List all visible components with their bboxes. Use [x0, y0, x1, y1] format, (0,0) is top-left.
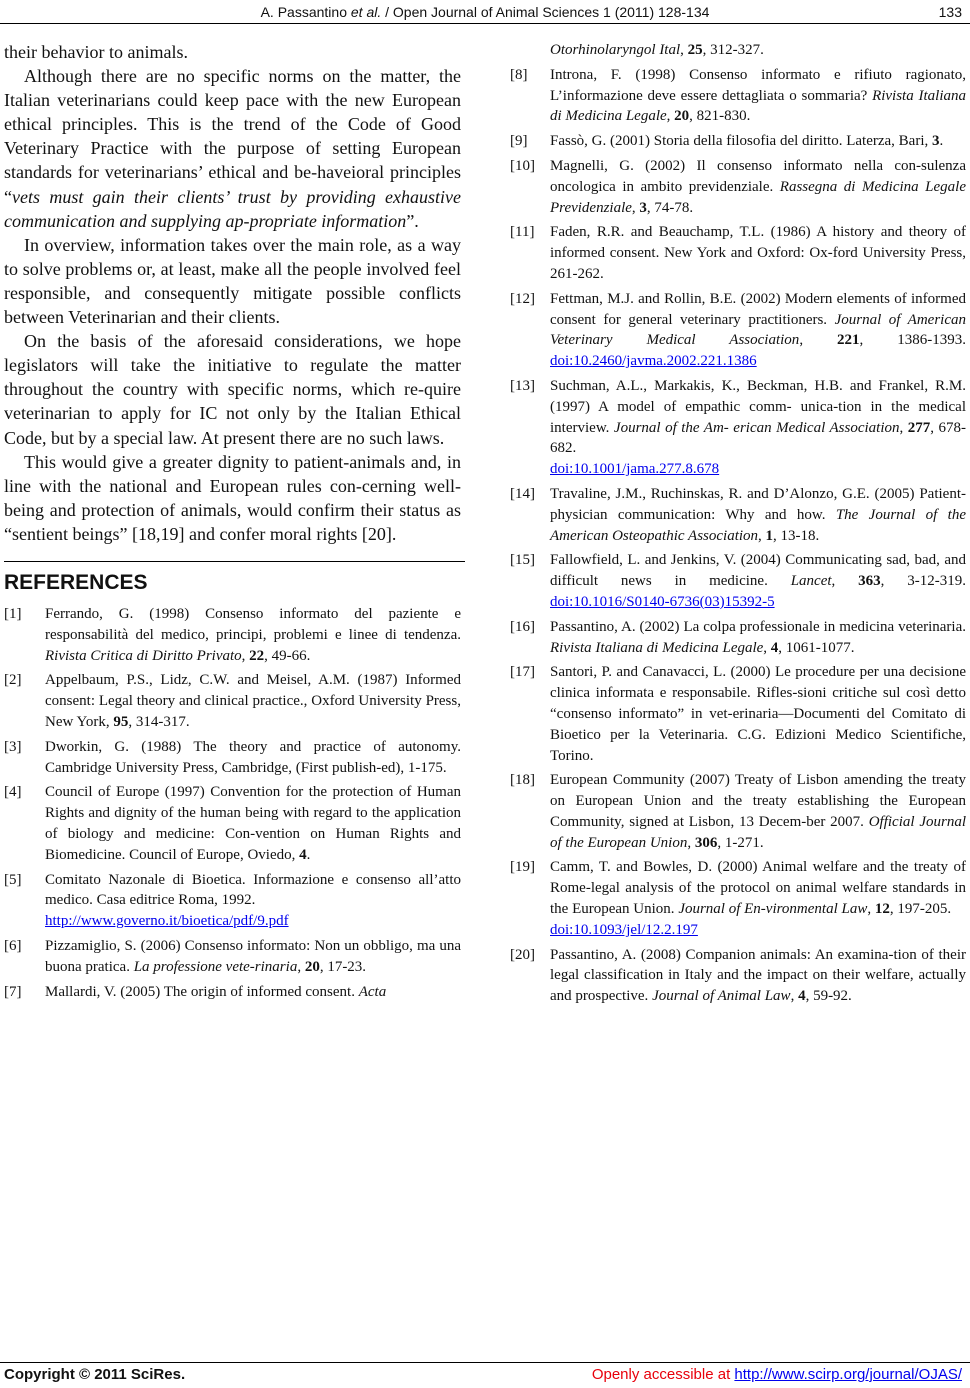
ref-text: European Community (2007) Treaty of Lisbon amending the treaty on European Union and the treaty establishing the European Community, signed at Lisbon, 13 Decem-ber 2007. — [550, 772, 966, 830]
ref-journal: Acta — [358, 983, 387, 1000]
ref-number: [7] — [4, 983, 22, 1000]
ref-volume: 4 — [798, 988, 806, 1005]
ref-number: [10] — [510, 157, 535, 174]
reference-19 — [510, 857, 966, 940]
ref-text: Suchman, A.L., Markakis, K., Beckman, H.B. and Frankel, R.M. (1997) A model of empathic comm- unica-tion in the medical interview. — [550, 377, 966, 436]
ref-volume: 95 — [113, 713, 129, 730]
ref-number: [6] — [4, 937, 22, 954]
open-access-text: Openly accessible at — [591, 1366, 735, 1383]
ref-pages: , 678-682. — [550, 419, 966, 457]
ref-sep: , — [758, 527, 766, 544]
copyright-notice: Copyright © 2011 SciRes. — [4, 1366, 186, 1383]
ref-pages: , 1061-1077. — [778, 639, 855, 656]
ref-pages: , 3-12-319. — [880, 573, 966, 590]
ref-sep: , — [631, 199, 640, 216]
ref-journal: Journal of American Veterinary Medical Association — [550, 311, 966, 349]
ref-volume: 4 — [299, 846, 307, 863]
ref-volume: 3 — [932, 133, 940, 150]
ref-pages: . — [939, 133, 944, 150]
ref-text: Dworkin, G. (1988) The theory and practice of autonomy. Cambridge University Press, Cambridge, (First publish-ed), 1-175. — [45, 738, 461, 776]
ref-text: Passantino, A. (2002) La colpa professionale in medicina veterinaria. — [550, 618, 966, 635]
reference-11 — [510, 222, 966, 284]
ref-pages: , 49-66. — [264, 647, 311, 664]
reference-6 — [4, 936, 461, 978]
reference-18 — [510, 770, 966, 853]
ref-link[interactable]: http://www.governo.it/bioetica/pdf/9.pdf — [45, 913, 289, 930]
ref-text: Fassò, G. (2001) Storia della filosofia del diritto. Laterza, Bari, — [550, 133, 932, 150]
ref-volume: 20 — [674, 108, 690, 125]
ref-sep: , — [867, 901, 875, 918]
page-number: 133 — [938, 4, 962, 20]
reference-14 — [510, 484, 966, 546]
ref-doi-link[interactable]: doi:10.1016/S0140-6736(03)15392-5 — [550, 593, 775, 610]
ref-journal: Rivista Italiana di Medicina Legale — [550, 639, 764, 656]
ref-volume: 12 — [874, 901, 890, 918]
ref-text: Fallowfield, L. and Jenkins, V. (2004) Communicating sad, bad, and difficult news in medicine. — [550, 552, 966, 590]
ref-journal: Rivista Italiana di Medicina Legale — [550, 87, 966, 125]
p2-quote: vets must gain their clients’ trust by providing exhaustive communication and supplying ap-propriate information — [4, 186, 461, 231]
ref-number: [4] — [4, 784, 22, 801]
ref-text: Magnelli, G. (2002) Il consenso informato nella con-sulenza oncologica in ambito previdenziale. — [550, 157, 966, 195]
ref-number: [12] — [510, 290, 535, 307]
ref-sep: , — [680, 42, 688, 58]
ref-number: [3] — [4, 738, 22, 755]
references-heading: REFERENCES — [4, 570, 148, 594]
reference-13 — [510, 376, 966, 480]
ref-sep: , — [831, 573, 859, 590]
ref-number: [19] — [510, 859, 535, 876]
body-paragraph-3: In overview, information takes over the main role, as a way to solve problems or, at least, make all the people involved feel responsible, and consequently mitigate possible conflicts between Veterinarian and their clients. — [4, 234, 461, 328]
ref-number: [14] — [510, 485, 535, 502]
ref-sep: , — [763, 639, 771, 656]
ref-pages: , 821-830. — [689, 108, 751, 125]
ref-number: [1] — [4, 605, 22, 622]
ref-text: Council of Europe (1997) Convention for the protection of Human Rights and dignity of the human being with regard to the application of biology and medicine: Con-vention on Human Rights and Biomedicine. Council of Europe, Oviedo, — [45, 784, 461, 863]
reference-20 — [510, 945, 966, 1007]
left-column — [4, 40, 461, 1006]
reference-9 — [510, 131, 966, 152]
body-paragraph-5: This would give a greater dignity to patient-animals and, in line with the national and European rules con-cerning well-being and protection of animals, would confirm their status as “sentient beings” [18,19] and confer moral rights [20]. — [4, 451, 461, 544]
ref-volume: 1 — [765, 527, 774, 544]
ref-pages: , 59-92. — [805, 988, 852, 1005]
reference-7 — [4, 982, 461, 1003]
ref-number: [16] — [510, 618, 535, 635]
ref-journal: La professione vete-rinaria — [133, 958, 298, 975]
ref-number: [2] — [4, 672, 22, 689]
ref-volume: 4 — [770, 639, 779, 656]
ref-text: Appelbaum, P.S., Lidz, C.W. and Meisel, A.M. (1987) Informed consent: Legal theory and clinical practice., Oxford University Press, New York, — [45, 672, 461, 730]
ref-text: Santori, P. and Canavacci, L. (2000) Le procedure per una decisione clinica informata e responsabile. Rifles-sioni critiche sul così detto “consenso informato” in vet-erinaria―Documenti del Comitato di Bioetico per la Veterinaria. C.G. Edizioni Medico Scientifiche, Torino. — [550, 664, 966, 764]
ref-pages: . — [306, 846, 311, 863]
ref-volume: 20 — [304, 958, 320, 975]
ref-volume: 3 — [639, 199, 647, 216]
ref-journal: Journal of En-vironmental Law — [678, 901, 868, 918]
ref-sep: , — [899, 419, 908, 436]
ref-volume: 306 — [694, 834, 718, 851]
ref-text: Mallardi, V. (2005) The origin of informed consent. — [45, 983, 359, 1000]
ref-number: [9] — [510, 133, 528, 150]
ref-pages: , 1386-1393. — [859, 332, 967, 349]
reference-4 — [4, 782, 461, 865]
reference-5 — [4, 870, 461, 932]
running-title — [0, 4, 970, 20]
ref-text: Faden, R.R. and Beauchamp, T.L. (1986) A history and theory of informed consent. New York and Oxford: Ox-ford University Press, 261-262. — [550, 224, 966, 282]
ref-journal: The Journal of the American Osteopathic Association — [550, 506, 967, 544]
ref-pages: , 74-78. — [646, 199, 694, 216]
ref-number: [13] — [510, 377, 535, 394]
reference-12 — [510, 289, 966, 372]
running-title-authors: A. Passantino — [260, 4, 351, 20]
running-title-etal: et al. — [350, 4, 382, 20]
reference-3 — [4, 737, 461, 779]
running-title-journal: / Open Journal of Animal Sciences 1 (2011) 128-134 — [381, 4, 710, 20]
body-paragraph-2 — [4, 64, 461, 233]
reference-2 — [4, 670, 461, 732]
body-paragraph-1: their behavior to animals. — [4, 42, 188, 62]
reference-15 — [510, 550, 966, 612]
ref-text: Travaline, J.M., Ruchinskas, R. and D’Alonzo, G.E. (2005) Patient-physician communication: Why and how. — [550, 485, 966, 523]
reference-1 — [4, 604, 461, 666]
ref-text: Pizzamiglio, S. (2006) Consenso informato: Non un obbligo, ma una buona pratica. — [45, 937, 461, 975]
ref-number: [8] — [510, 66, 528, 83]
ref-number: [17] — [510, 664, 535, 681]
page-footer — [0, 1366, 970, 1386]
ref-sep: , — [790, 988, 799, 1005]
ref-volume: 363 — [858, 573, 881, 590]
ref-journal: Official Journal of the European Union — [550, 813, 966, 851]
footer-rule — [0, 1362, 970, 1363]
ref-pages: , 197-205. — [889, 901, 952, 918]
journal-url-link[interactable]: http://www.scirp.org/journal/OJAS/ — [734, 1366, 962, 1383]
ref-text: Fettman, M.J. and Rollin, B.E. (2002) Modern elements of informed consent for general veterinary practitioners. — [550, 290, 966, 328]
ref-volume: 221 — [837, 332, 860, 349]
ref-journal: Journal of Animal Law — [652, 988, 791, 1005]
ref-text: Introna, F. (1998) Consenso informato e rifiuto ragionato, L’informazione deve essere dettagliata o sommaria? — [550, 66, 966, 104]
ref-text: Passantino, A. (2008) Companion animals: An examina-tion of their legal classification in Italy and the impact on their welfare, actually and prospective. — [550, 946, 966, 1005]
ref-number: [20] — [510, 946, 535, 963]
ref-number: [15] — [510, 552, 535, 569]
right-column — [510, 40, 966, 1011]
reference-17 — [510, 662, 966, 766]
ref-volume: 22 — [249, 647, 265, 664]
ref-doi-link[interactable]: doi:10.1093/jel/12.2.197 — [550, 921, 698, 938]
running-header — [0, 2, 970, 24]
ref-journal: Otorhinolaryngol Ital — [550, 42, 681, 58]
ref-text: Comitato Nazonale di Bioetica. Informazione e consenso all’atto medico. Casa editrice Roma, 1992. — [45, 871, 461, 909]
ref-sep: , — [666, 108, 675, 125]
ref-sep: , — [297, 958, 305, 975]
ref-pages: , 314-317. — [128, 713, 190, 730]
reference-8 — [510, 65, 966, 127]
ref-number: [5] — [4, 871, 22, 888]
ref-journal: Rivista Critica di Diritto Privato — [45, 647, 242, 664]
reference-16 — [510, 617, 966, 659]
ref-sep: , — [799, 332, 838, 349]
ref-pages: , 13-18. — [773, 527, 820, 544]
open-access-notice — [592, 1366, 962, 1383]
ref-pages: , 1-271. — [717, 834, 764, 851]
ref-text: Ferrando, G. (1998) Consenso informato del paziente e responsabilità del medico, principi, problemi e linee di tendenza. — [45, 605, 461, 643]
references-rule — [4, 561, 465, 562]
ref-journal: Journal of the Am- erican Medical Association — [613, 419, 900, 436]
ref-pages: , 312-327. — [702, 42, 764, 58]
ref-number: [11] — [510, 224, 535, 241]
ref-number: [18] — [510, 772, 535, 789]
ref-doi-link[interactable]: doi:10.2460/javma.2002.221.1386 — [550, 353, 757, 370]
ref-journal: Lancet — [790, 573, 832, 590]
ref-pages: , 17-23. — [319, 958, 367, 975]
ref-doi-link[interactable]: doi:10.1001/jama.277.8.678 — [550, 461, 720, 478]
reference-7-continued — [510, 40, 966, 61]
ref-volume: 25 — [687, 42, 703, 58]
ref-sep: , — [241, 647, 250, 664]
ref-text: Camm, T. and Bowles, D. (2000) Animal welfare and the treaty of Rome-legal analysis of the protocol on animal welfare standards in the European Union. — [550, 859, 966, 918]
header-rule — [0, 23, 970, 24]
reference-10 — [510, 156, 966, 218]
p2-end: ”. — [406, 210, 419, 231]
p2-text: Although there are no specific norms on the matter, the Italian veterinarians could keep pace with the new European ethical principles. This is the trend of the Code of Good Veterinary Practice with the purpose of setting European standards for veterinarians’ ethical and be-haveioral principles “ — [4, 66, 461, 207]
ref-volume: 277 — [907, 419, 931, 436]
ref-sep: , — [687, 834, 695, 851]
body-paragraph-4: On the basis of the aforesaid considerations, we hope legislators will take the initiative to regulate the matter throughout the country with specific norms, which re-quire veterinarian to apply for IC not only by the Italian Ethical Code, but by a special law. At present there are no such laws. — [4, 331, 461, 448]
ref-journal: Rassegna di Medicina Legale Previdenziale — [550, 178, 966, 216]
